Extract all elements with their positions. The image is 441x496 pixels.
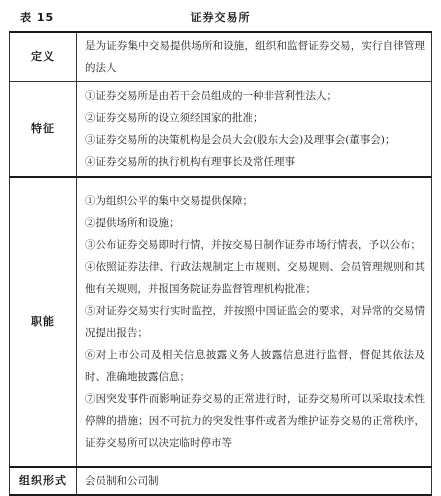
row-label-features: 特征	[10, 82, 77, 178]
table-caption	[14, 10, 427, 26]
table-number: 表 15	[20, 11, 55, 24]
row-label-organization: 组织形式	[10, 467, 77, 495]
function-item: ①为组织公平的集中交易提供保障；	[85, 195, 253, 207]
table-title: 证券交易所	[190, 11, 251, 24]
row-label-functions: 职能	[10, 177, 77, 467]
definition-text	[77, 32, 432, 82]
feature-item: ④证券交易所的执行机构有理事长及常任理事	[85, 156, 295, 168]
organization-paragraph: 会员制和公司制	[85, 475, 159, 487]
row-label-definition: 定义	[10, 32, 77, 82]
organization-text	[77, 467, 432, 495]
function-item: ⑦因突发事件而影响证券交易的正常进行时，证券交易所可以采取技术性停牌的措施；因不可抗力的突发性事件或者为维护证券交易的正常秩序，证券交易所可以决定临时停市等	[85, 393, 425, 449]
table-row-definition	[10, 32, 432, 82]
table-row-features	[10, 82, 432, 178]
feature-item: ③证券交易所的决策机构是会员大会(股东大会)及理事会(董事会)；	[85, 134, 396, 146]
feature-item: ②证券交易所的设立须经国家的批准；	[85, 112, 264, 124]
table-row-functions	[10, 177, 432, 467]
function-item: ⑥对上市公司及相关信息披露义务人披露信息进行监督，督促其依法及时、准确地披露信息；	[85, 349, 425, 383]
definition-paragraph: 是为证券集中交易提供场所和设施，组织和监督证券交易，实行自律管理的法人	[85, 40, 425, 74]
feature-item: ①证券交易所是由若干会员组成的一种非营利性法人；	[85, 90, 337, 102]
function-item: ④依照证券法律、行政法规制定上市规则、交易规则、会员管理规则和其他有关规则，并报国务院证券监督管理机构批准；	[85, 261, 425, 295]
features-list	[77, 82, 432, 178]
function-item: ⑤对证券交易实行实时监控，并按照中国证监会的要求，对异常的交易情况提出报告；	[85, 305, 425, 339]
table-row-organization	[10, 467, 432, 495]
securities-exchange-table	[9, 31, 432, 496]
function-item: ③公布证券交易即时行情，并按交易日制作证券市场行情表，予以公布；	[85, 239, 421, 251]
function-item: ②提供场所和设施；	[85, 217, 180, 229]
functions-list	[77, 177, 432, 467]
